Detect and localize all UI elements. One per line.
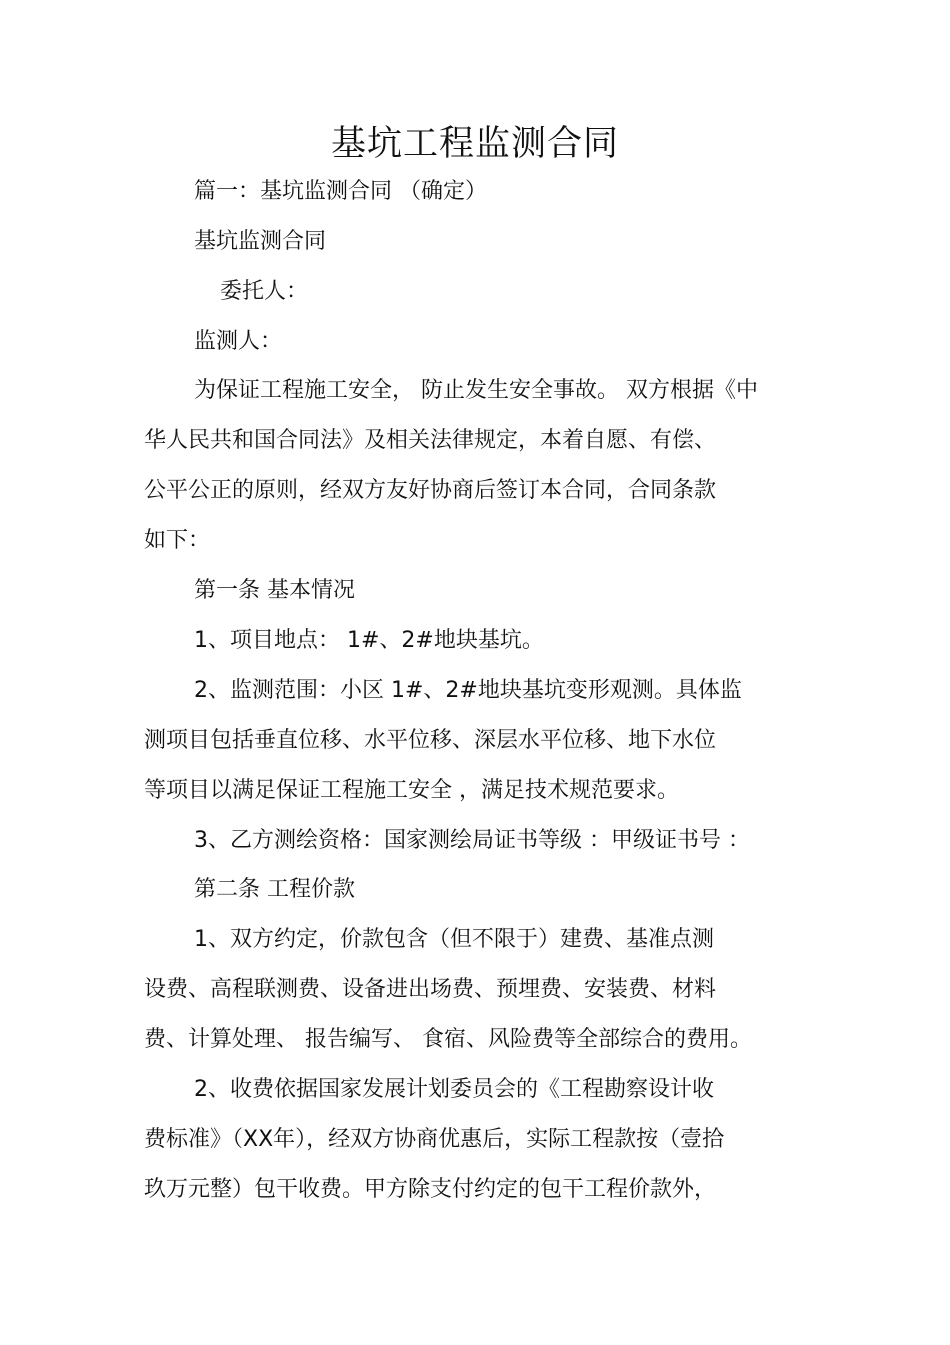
paragraph-line: 为保证工程施工安全， 防止发生安全事故。 双方根据《中 xyxy=(194,378,758,403)
clause-line: 费标准》（XX年），经双方协商优惠后，实际工程款按（壹拾 xyxy=(144,1127,725,1152)
monitor-label: 监测人： xyxy=(194,329,283,354)
paragraph-line: 公平公正的原则，经双方友好协商后签订本合同，合同条款 xyxy=(144,478,717,503)
clause-line: 2、监测范围：小区 1#、2#地块基坑变形观测。具体监 xyxy=(194,678,742,703)
chapter-heading: 篇一：基坑监测合同 （确定） xyxy=(194,179,487,204)
article-heading: 第一条 基本情况 xyxy=(194,578,355,603)
client-label: 委托人： xyxy=(220,279,309,304)
contract-heading: 基坑监测合同 xyxy=(194,229,327,254)
clause-line: 1、项目地点： 1#、2#地块基坑。 xyxy=(194,628,544,653)
paragraph-line: 如下： xyxy=(144,528,211,553)
article-heading: 第二条 工程价款 xyxy=(194,877,355,902)
clause-line: 费、计算处理、 报告编写、 食宿、风险费等全部综合的费用。 xyxy=(144,1027,752,1052)
clause-line: 2、收费依据国家发展计划委员会的《工程勘察设计收 xyxy=(194,1077,714,1102)
clause-line: 测项目包括垂直位移、水平位移、深层水平位移、地下水位 xyxy=(144,728,717,753)
clause-line: 等项目以满足保证工程施工安全 ，满足技术规范要求。 xyxy=(144,778,679,803)
clause-line: 设费、高程联测费、设备进出场费、预埋费、安装费、材料 xyxy=(144,977,717,1002)
clause-line: 1、双方约定，价款包含（但不限于）建费、基准点测 xyxy=(194,927,714,952)
clause-line: 玖万元整）包干收费。甲方除支付约定的包干工程价款外， xyxy=(144,1177,717,1202)
paragraph-line: 华人民共和国合同法》及相关法律规定，本着自愿、有偿、 xyxy=(144,428,717,453)
document-title: 基坑工程监测合同 xyxy=(330,124,619,164)
clause-line: 3、乙方测绘资格：国家测绘局证书等级 ：甲级证书号 ： xyxy=(194,828,750,853)
